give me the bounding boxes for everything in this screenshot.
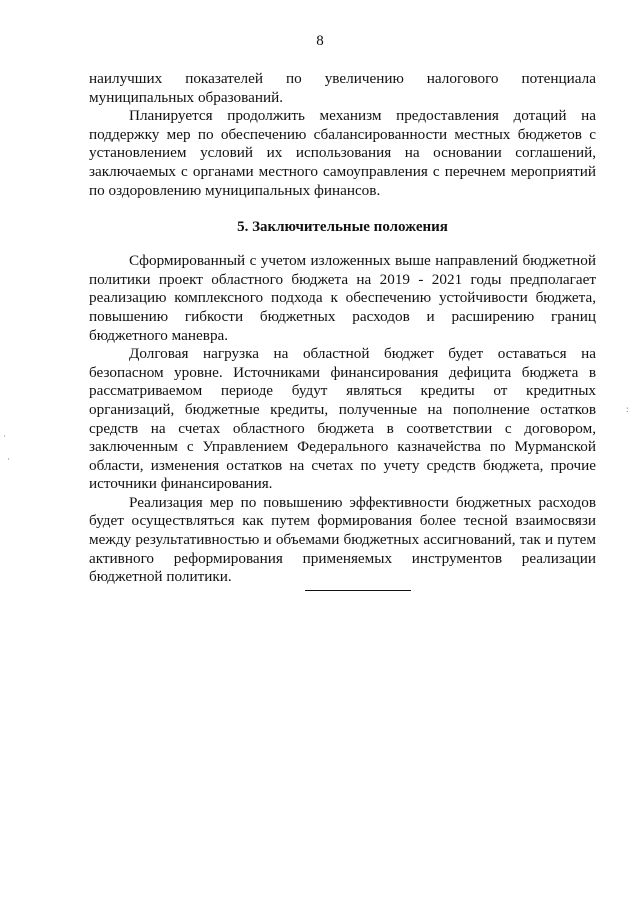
paragraph-debt-load: Долговая нагрузка на областной бюджет будет оставаться на безопасном уровне. Источниками финансирования дефицита бюджета в рассматриваемом периоде будут являться кредиты от кредитных организаций, бюджетные кредиты, полученные на пополнение остатков средств на счетах областного бюджета в соответствии с договором, заключенным с Управлением Федерального казначейства по Мурманской области, изменения остатков на счетах по учету средств бюджета, прочие источники финансирования. [89,345,596,493]
paragraph-budget-project: Сформированный с учетом изложенных выше направлений бюджетной политики проект областного бюджета на 2019 - 2021 годы предполагает реализацию комплексного подхода к обеспечению устойчивости бюджета, повышению гибкости бюджетных расходов и расширению границ бюджетного маневра. [89,252,596,344]
closing-divider [305,590,411,591]
paragraph-continued: наилучших показателей по увеличению налогового потенциала муниципальных образований. [89,70,596,106]
scan-speck: · [3,431,6,441]
paragraph-efficiency: Реализация мер по повышению эффективности бюджетных расходов будет осуществляться как путем формирования более тесной взаимосвязи между результативностью и объемами бюджетных ассигнований, так и путем активного реформирования применяемых инструментов реализации бюджетной политики. [89,493,596,586]
document-body [89,70,596,587]
scan-speck: · [7,454,10,464]
page-number: 8 [316,33,324,49]
section-heading: 5. Заключительные положения [237,219,448,236]
scan-speck: : [626,404,629,414]
paragraph-subsidies: Планируется продолжить механизм предоставления дотаций на поддержку мер по обеспечению сбалансированности местных бюджетов с установлением условий их использования на основании соглашений, заключаемых с органами местного самоуправления с перечнем мероприятий по оздоровлению муниципальных финансов. [89,107,596,199]
